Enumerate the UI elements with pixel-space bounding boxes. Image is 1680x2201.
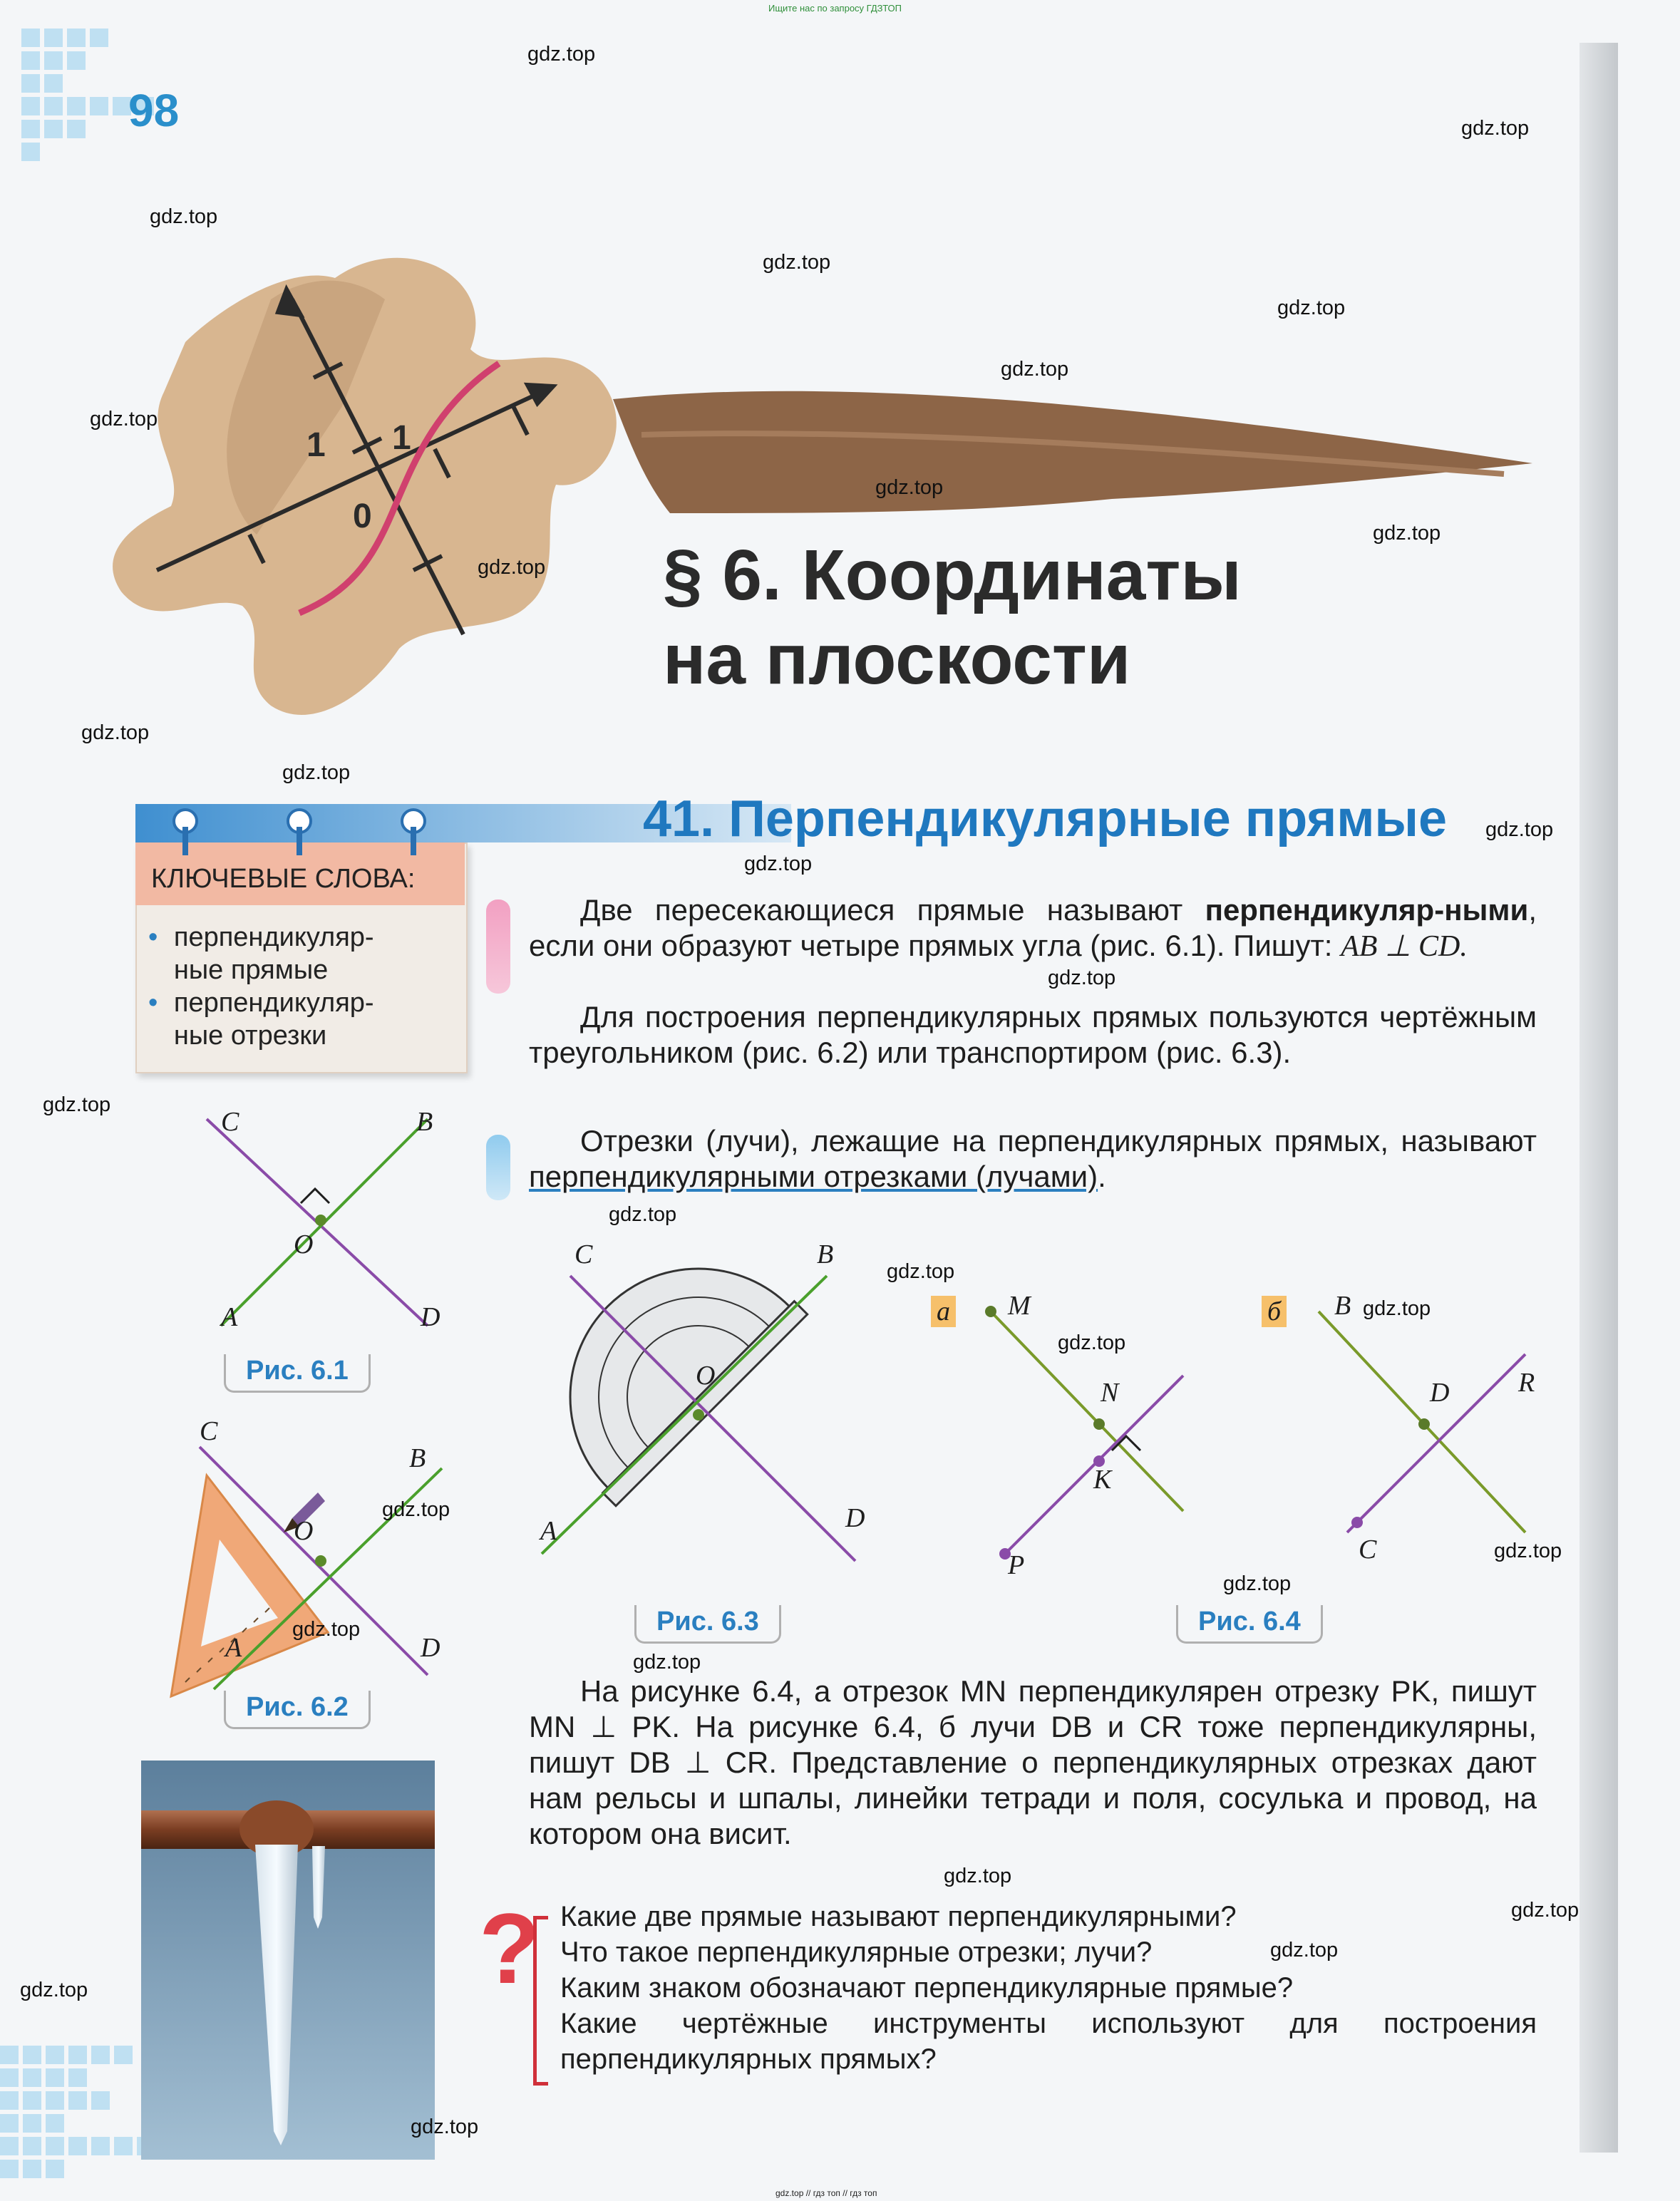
fig64b-label-d: D [1430, 1378, 1450, 1408]
watermark: gdz.top [763, 251, 831, 274]
bullet-icon: • [148, 988, 158, 1018]
binder-rings [157, 805, 456, 862]
paragraph-2: Для построения перпендикулярных прямых пользуются чертёжным треугольником (рис. 6.2) или транспортиром (рис. 6.3). [529, 1000, 1537, 1069]
keyword-2 [148, 986, 448, 1052]
fig62-label-a: A [225, 1633, 242, 1663]
watermark: gdz.top [81, 721, 150, 744]
puzzle-label-origin: 0 [353, 498, 372, 535]
watermark: gdz.top [20, 1979, 88, 2001]
fig61-label-c: C [221, 1107, 239, 1137]
question-bracket [533, 1916, 548, 2086]
p1-bold: перпендикуляр-ными [1205, 893, 1529, 927]
watermark: gdz.top [527, 43, 596, 66]
fig62-label-d: D [421, 1633, 440, 1663]
fig61-label-d: D [421, 1302, 440, 1332]
paragraph-1 [529, 892, 1537, 964]
figure-6-4-caption: Рис. 6.4 [1176, 1605, 1323, 1644]
p1-part-a: Две пересекающиеся прямые называют [580, 893, 1205, 927]
watermark: gdz.top [1461, 117, 1530, 140]
watermark: gdz.top [1494, 1540, 1562, 1562]
watermark: gdz.top [744, 852, 813, 875]
question-1: Какие две прямые называют перпендикулярными? [560, 1901, 1237, 1932]
bullet-icon: • [148, 922, 158, 952]
fig64b-label-c: C [1359, 1535, 1377, 1565]
question-3: Каким знаком обозначают перпендикулярные прямые? [560, 1972, 1294, 2004]
fig64a-label-m: M [1008, 1291, 1031, 1321]
bottom-note: gdz.top // гдз топ // гдз топ [775, 2188, 877, 2198]
watermark: gdz.top [43, 1093, 111, 1116]
watermark: gdz.top [478, 556, 546, 579]
keyword-1 [148, 921, 448, 986]
figure-6-2-caption: Рис. 6.2 [224, 1691, 371, 1729]
watermark: gdz.top [382, 1498, 450, 1521]
section-title-line2: на плоскости [663, 619, 1131, 699]
watermark: gdz.top [90, 408, 158, 431]
watermark: gdz.top [875, 476, 944, 499]
fig61-label-b: B [416, 1107, 433, 1137]
fig63-label-a: A [540, 1516, 557, 1546]
definition-marker-pink [486, 900, 510, 994]
fig64-tab-a: а [931, 1296, 956, 1327]
top-note: Ищите нас по запросу ГДЗТОП [768, 3, 902, 14]
fig63-label-c: C [574, 1239, 593, 1269]
fig62-label-b: B [409, 1443, 426, 1473]
fig64a-label-p: P [1008, 1550, 1025, 1580]
fig63-label-o: O [696, 1361, 716, 1391]
watermark: gdz.top [292, 1618, 361, 1641]
watermark: gdz.top [1485, 818, 1554, 841]
watermark: gdz.top [1058, 1331, 1126, 1354]
p3-underlined: перпендикулярными отрезками (лучами) [529, 1160, 1098, 1193]
keywords-title: КЛЮЧЕВЫЕ СЛОВА: [151, 864, 416, 894]
question-mark-icon: ? [479, 1892, 540, 2004]
paragraph-4: На рисунке 6.4, а отрезок MN перпендикулярен отрезку PK, пишут MN ⊥ PK. На рисунке 6.4, б лучи DB и CR тоже перпендикулярны, пишут DB ⊥ CR. Представление о перпендикулярных отрезках дают нам рельсы и шпалы, линейки тетради и поля, сосулька и провод, на котором она висит. [529, 1674, 1537, 1850]
fig64a-label-k: K [1093, 1465, 1112, 1495]
watermark: gdz.top [1048, 967, 1116, 989]
keyword-1-text: перпендикуляр- ные прямые [173, 922, 374, 985]
watermark: gdz.top [1373, 522, 1441, 545]
watermark: gdz.top [887, 1260, 955, 1283]
watermark: gdz.top [633, 1651, 701, 1674]
definition-marker-blue [486, 1135, 510, 1200]
page-number: 98 [128, 85, 180, 136]
fig64-tab-b: б [1262, 1296, 1287, 1327]
puzzle-label-x: 1 [306, 426, 326, 464]
watermark: gdz.top [411, 2115, 479, 2138]
watermark: gdz.top [1223, 1572, 1292, 1595]
page-edge-shadow [1579, 43, 1618, 2153]
watermark: gdz.top [1270, 1939, 1339, 1962]
fig62-label-o: O [294, 1516, 314, 1546]
keyword-2-text: перпендикуляр- ные отрезки [173, 988, 374, 1051]
figure-6-3 [527, 1233, 898, 1589]
figure-6-4b [1304, 1297, 1540, 1568]
watermark: gdz.top [1277, 297, 1346, 319]
p1-formula: AB ⊥ CD. [1341, 930, 1468, 963]
puzzle-label-y: 1 [392, 419, 411, 457]
p1-part-b: , если они образуют четыре прямых угла (рис. 6.1). Пишут: [529, 893, 1537, 962]
p3-part-b: . [1098, 1160, 1106, 1193]
fig61-label-o: O [294, 1230, 314, 1259]
figure-6-1-caption: Рис. 6.1 [224, 1354, 371, 1393]
p3-part-a: Отрезки (лучи), лежащие на перпендикулярных прямых, называют [580, 1124, 1537, 1158]
puzzle-illustration [100, 235, 684, 748]
fig64b-label-r: R [1518, 1368, 1535, 1398]
paragraph-3 [529, 1123, 1537, 1195]
fig63-label-d: D [845, 1503, 865, 1533]
fig62-label-c: C [200, 1416, 218, 1446]
question-2: Что такое перпендикулярные отрезки; лучи? [560, 1937, 1153, 1968]
figure-6-2 [157, 1433, 485, 1711]
watermark: gdz.top [609, 1203, 677, 1226]
watermark: gdz.top [150, 205, 218, 228]
section-title-line1: § 6. Координаты [663, 535, 1242, 615]
watermark: gdz.top [1363, 1297, 1431, 1320]
watermark: gdz.top [1001, 358, 1069, 381]
paragraph-title: 41. Перпендикулярные прямые [643, 790, 1448, 847]
watermark: gdz.top [282, 761, 351, 784]
watermark: gdz.top [1511, 1899, 1579, 1922]
figure-6-3-caption: Рис. 6.3 [634, 1605, 781, 1644]
fig61-label-a: A [221, 1302, 238, 1332]
fig64b-label-b: B [1334, 1291, 1351, 1321]
fig63-label-b: B [817, 1239, 834, 1269]
watermark: gdz.top [944, 1865, 1012, 1887]
section-title [663, 533, 1242, 701]
fig64a-label-n: N [1101, 1378, 1119, 1408]
question-4: Какие чертёжные инструменты используют для построения перпендикулярных прямых? [560, 2008, 1537, 2075]
icicle-photo [141, 1761, 435, 2160]
